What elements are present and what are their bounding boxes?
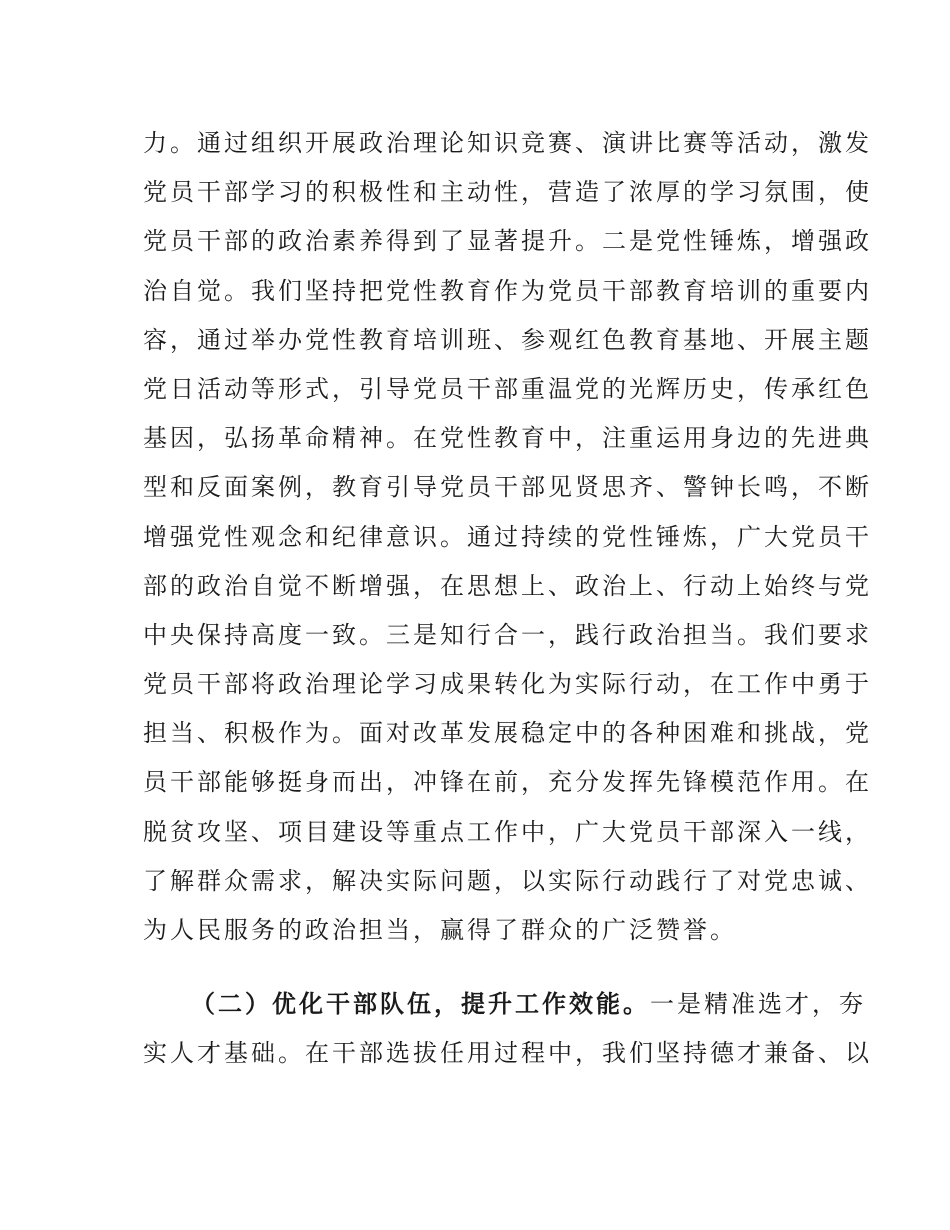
text-line: 担当、积极作为。面对改革发展稳定中的各种困难和挑战，党	[143, 719, 872, 748]
text-line: 党员干部将政治理论学习成果转化为实际行动，在工作中勇于	[143, 670, 872, 699]
text-line: 党日活动等形式，引导党员干部重温党的光辉历史，传承红色	[143, 374, 872, 403]
text-line: 容，通过举办党性教育培训班、参观红色教育基地、开展主题	[143, 325, 872, 354]
text-line: 基因，弘扬革命精神。在党性教育中，注重运用身边的先进典	[143, 424, 872, 453]
text-line: 增强党性观念和纪律意识。通过持续的党性锤炼，广大党员干	[143, 522, 872, 551]
text-line: 治自觉。我们坚持把党性教育作为党员干部教育培训的重要内	[143, 276, 872, 305]
text-line: 了解群众需求，解决实际问题，以实际行动践行了对党忠诚、	[143, 866, 872, 895]
text-line: 中央保持高度一致。三是知行合一，践行政治担当。我们要求	[143, 620, 872, 649]
body-text	[143, 125, 872, 1085]
section-heading: （二）优化干部队伍，提升工作效能。	[191, 990, 650, 1019]
text-line: 实人才基础。在干部选拔任用过程中，我们坚持德才兼备、以	[143, 1039, 872, 1068]
text-line: 员干部能够挺身而出，冲锋在前，充分发挥先锋模范作用。在	[143, 768, 872, 797]
text-line: 脱贫攻坚、项目建设等重点工作中，广大党员干部深入一线，	[143, 817, 872, 846]
text-line: 党员干部学习的积极性和主动性，营造了浓厚的学习氛围，使	[143, 178, 872, 207]
heading-continuation: 一是精准选才，夯	[650, 990, 866, 1019]
text-line	[143, 986, 866, 1035]
text-line: 党员干部的政治素养得到了显著提升。二是党性锤炼，增强政	[143, 227, 872, 256]
paragraph-spacer	[143, 961, 813, 986]
paragraph-2	[143, 986, 872, 1084]
text-line: 型和反面案例，教育引导党员干部见贤思齐、警钟长鸣，不断	[143, 473, 872, 502]
text-line: 为人民服务的政治担当，赢得了群众的广泛赞誉。	[143, 916, 737, 944]
text-line: 力。通过组织开展政治理论知识竞赛、演讲比赛等活动，激发	[143, 129, 872, 157]
paragraph-1	[143, 125, 872, 961]
text-line: 部的政治自觉不断增强，在思想上、政治上、行动上始终与党	[143, 571, 872, 600]
